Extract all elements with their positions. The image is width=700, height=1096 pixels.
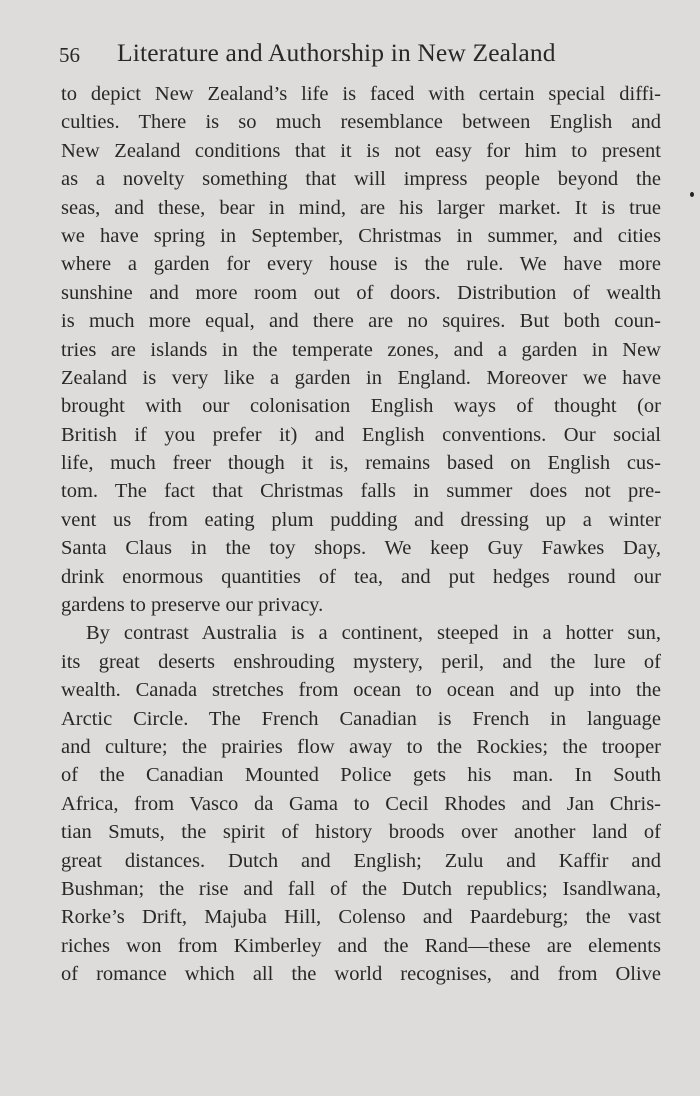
text-line: life, much freer though it is, remains based on English cus-: [61, 452, 661, 475]
running-title: Literature and Authorship in New Zealand: [117, 38, 556, 67]
text-line: Santa Claus in the toy shops. We keep Guy Fawkes Day,: [61, 537, 661, 560]
text-line: sunshine and more room out of doors. Distribution of wealth: [61, 281, 661, 304]
text-line: its great deserts enshrouding mystery, peril, and the lure of: [61, 650, 661, 673]
text-line: Bushman; the rise and fall of the Dutch republics; Isandlwana,: [61, 877, 661, 900]
text-line: wealth. Canada stretches from ocean to ocean and up into the: [61, 679, 661, 702]
text-line: British if you prefer it) and English conventions. Our social: [61, 423, 661, 446]
text-line: seas, and these, bear in mind, are his larger market. It is true: [61, 196, 661, 219]
text-line: tom. The fact that Christmas falls in summer does not pre-: [61, 480, 661, 503]
text-line: riches won from Kimberley and the Rand—these are elements: [61, 934, 661, 957]
text-line: tries are islands in the temperate zones, and a garden in New: [61, 338, 661, 361]
text-line: Arctic Circle. The French Canadian is French in language: [61, 707, 661, 730]
text-line: Rorke’s Drift, Majuba Hill, Colenso and Paardeburg; the vast: [61, 906, 661, 929]
text-line: tian Smuts, the spirit of history broods over another land of: [61, 821, 661, 844]
text-line: of the Canadian Mounted Police gets his man. In South: [61, 764, 661, 787]
text-line: great distances. Dutch and English; Zulu and Kaffir and: [61, 849, 661, 872]
text-line: as a novelty something that will impress people beyond the: [61, 168, 661, 191]
text-line: brought with our colonisation English ways of thought (or: [61, 395, 661, 418]
text-line: Africa, from Vasco da Gama to Cecil Rhodes and Jan Chris-: [61, 792, 661, 815]
text-line: of romance which all the world recognises, and from Olive: [61, 963, 661, 986]
ink-speck: [690, 192, 694, 197]
text-line: is much more equal, and there are no squires. But both coun-: [61, 310, 661, 333]
text-line: drink enormous quantities of tea, and put hedges round our: [61, 565, 661, 588]
text-line: where a garden for every house is the rule. We have more: [61, 253, 661, 276]
text-line: we have spring in September, Christmas in summer, and cities: [61, 224, 661, 247]
paragraph-last-line: gardens to preserve our privacy.: [61, 594, 324, 617]
text-line: New Zealand conditions that it is not easy for him to present: [61, 139, 661, 162]
text-line: Zealand is very like a garden in England. Moreover we have: [61, 366, 661, 389]
page-number: 56: [59, 43, 80, 67]
running-header: [59, 38, 639, 70]
text-line: culties. There is so much resemblance between English and: [61, 111, 661, 134]
text-line: vent us from eating plum pudding and dressing up a winter: [61, 508, 661, 531]
paragraph-first-line: By contrast Australia is a continent, steeped in a hotter sun,: [86, 622, 661, 645]
text-line: and culture; the prairies flow away to the Rockies; the trooper: [61, 735, 661, 758]
body-text: [61, 80, 661, 989]
text-line: to depict New Zealand’s life is faced with certain special diffi-: [61, 83, 661, 105]
